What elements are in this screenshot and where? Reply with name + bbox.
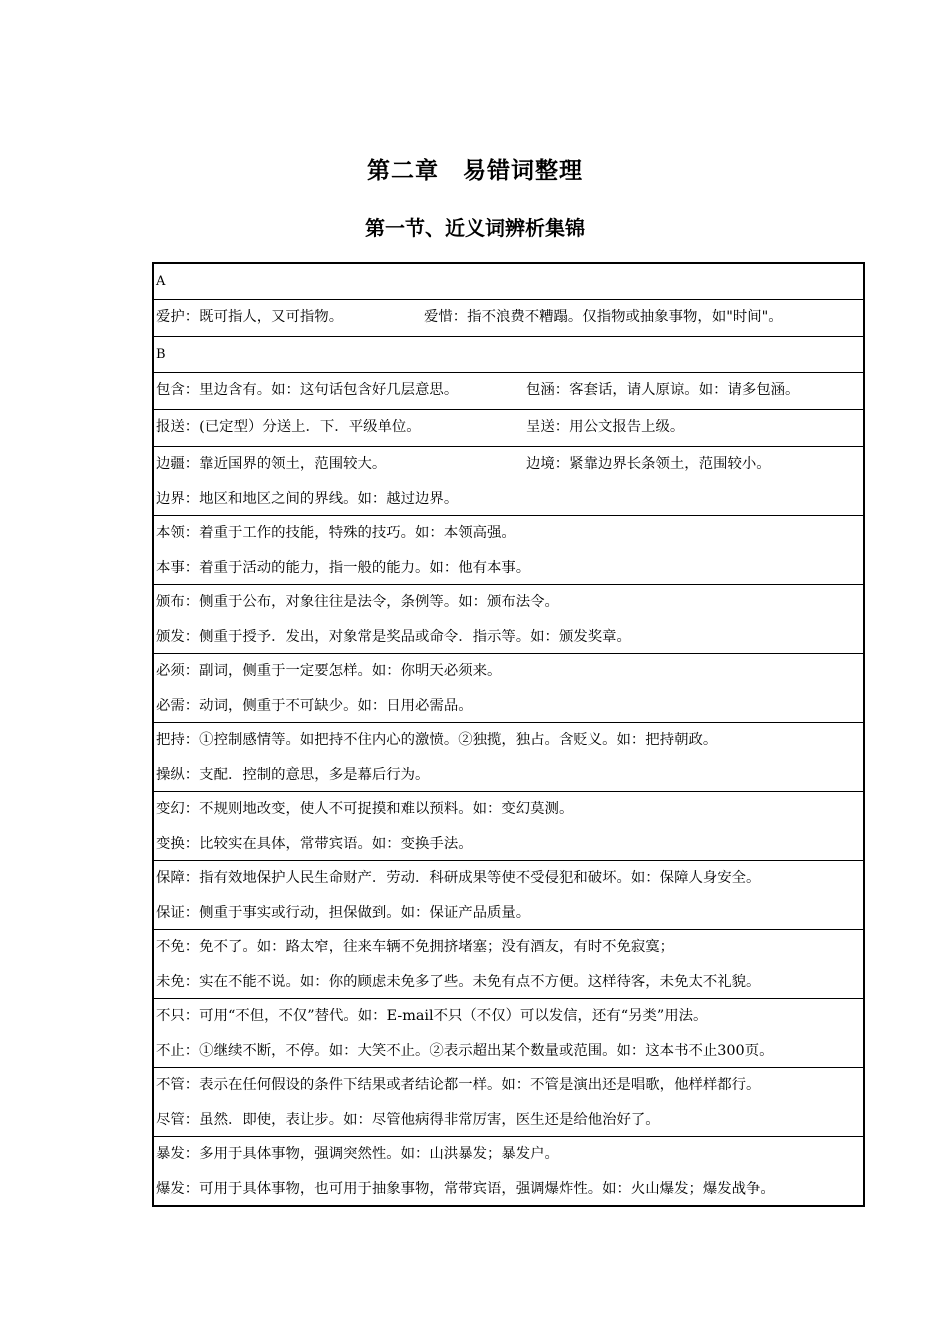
entry-left: 包含：里边含有。如：这句话包含好几层意思。: [156, 382, 459, 398]
entry-cell: [153, 1137, 864, 1207]
entry-line: 操纵：支配．控制的意思，多是幕后行为。: [156, 767, 430, 783]
entry-cell: [153, 861, 864, 930]
group-header-b: [153, 337, 864, 373]
table-row: [153, 723, 864, 792]
entry-line: 本事：着重于活动的能力，指一般的能力。如：他有本事。: [156, 560, 531, 576]
table-row: [153, 410, 864, 447]
entry-cell: [153, 654, 864, 723]
table-row: [153, 1137, 864, 1207]
table-row: [153, 1068, 864, 1137]
group-letter: B: [156, 347, 166, 362]
table-row: [153, 447, 864, 516]
entry-line: 不只：可用“不但，不仅”替代。如：E-mail不只（不仅）可以发信，还有“另类”用法。: [156, 1008, 708, 1024]
entry-right: 呈送：用公文报告上级。: [526, 419, 685, 435]
entry-line: 不管：表示在任何假设的条件下结果或者结论都一样。如：不管是演出还是唱歌，他样样都行。: [156, 1077, 761, 1093]
table-row: [153, 999, 864, 1068]
entry-left: 爱护：既可指人，又可指物。: [156, 309, 344, 325]
entry-cell: [153, 723, 864, 792]
entry-line: 颁布：侧重于公布，对象往往是法令，条例等。如：颁布法令。: [156, 594, 559, 610]
entry-cell: [153, 1068, 864, 1137]
entry-line: 不免：免不了。如：路太窄，往来车辆不免拥挤堵塞；没有酒友，有时不免寂寞；: [156, 939, 675, 955]
entry-line: 颁发：侧重于授予．发出，对象常是奖品或命令．指示等。如：颁发奖章。: [156, 629, 631, 645]
entry-cell: [153, 410, 864, 447]
table-row: [153, 792, 864, 861]
entry-right: 边境：紧靠边界长条领土，范围较小。: [526, 456, 771, 472]
section-title: 第一节、近义词辨析集锦: [365, 216, 585, 240]
entry-line: 不止：①继续不断，不停。如：大笑不止。②表示超出某个数量或范围。如：这本书不止300页。: [156, 1043, 774, 1059]
entry-line: 保障：指有效地保护人民生命财产．劳动．科研成果等使不受侵犯和破坏。如：保障人身安全。: [156, 870, 761, 886]
entry-line: 边界：地区和地区之间的界线。如：越过边界。: [156, 491, 459, 507]
table-row: [153, 861, 864, 930]
entry-left: 边疆：靠近国界的领土，范围较大。: [156, 456, 387, 472]
entry-cell: [153, 373, 864, 410]
table-row: [153, 585, 864, 654]
entry-line: 必需：动词，侧重于不可缺少。如：日用必需品。: [156, 698, 473, 714]
group-letter: A: [156, 274, 166, 289]
entry-cell: [153, 792, 864, 861]
entry-line: 未免：实在不能不说。如：你的顾虑未免多了些。未免有点不方便。这样待客，未免太不礼貌。: [156, 974, 761, 990]
vocabulary-table: [152, 262, 865, 1207]
chapter-title: 第二章 易错词整理: [367, 157, 583, 184]
table-row: [153, 263, 864, 300]
entry-right: 爱惜：指不浪费不糟蹋。仅指物或抽象事物，如"时间"。: [424, 309, 783, 325]
entry-line: 保证：侧重于事实或行动，担保做到。如：保证产品质量。: [156, 905, 531, 921]
entry-cell: [153, 447, 864, 516]
group-header-a: [153, 263, 864, 300]
entry-cell: [153, 930, 864, 999]
entry-cell: [153, 300, 864, 337]
entry-cell: [153, 999, 864, 1068]
entry-left: 报送：(已定型）分送上．下．平级单位。: [156, 419, 421, 435]
entry-line: 爆发：可用于具体事物，也可用于抽象事物，常带宾语，强调爆炸性。如：火山爆发；爆发战争。: [156, 1181, 775, 1197]
entry-line: 暴发：多用于具体事物，强调突然性。如：山洪暴发；暴发户。: [156, 1146, 559, 1162]
entry-cell: [153, 516, 864, 585]
entry-line: 本领：着重于工作的技能，特殊的技巧。如：本领高强。: [156, 525, 516, 541]
entry-cell: [153, 585, 864, 654]
table-row: [153, 654, 864, 723]
entry-line: 尽管：虽然．即使，表让步。如：尽管他病得非常厉害，医生还是给他治好了。: [156, 1112, 660, 1128]
table-row: [153, 930, 864, 999]
entry-right: 包涵：客套话，请人原谅。如：请多包涵。: [526, 382, 800, 398]
entry-line: 变换：比较实在具体，常带宾语。如：变换手法。: [156, 836, 473, 852]
entry-line: 必须：副词，侧重于一定要怎样。如：你明天必须来。: [156, 663, 502, 679]
table-row: [153, 337, 864, 373]
table-row: [153, 300, 864, 337]
table-row: [153, 516, 864, 585]
entry-line: 变幻：不规则地改变，使人不可捉摸和难以预料。如：变幻莫测。: [156, 801, 574, 817]
entry-line: 把持：①控制感情等。如把持不住内心的激愤。②独揽，独占。含贬义。如：把持朝政。: [156, 732, 718, 748]
table-row: [153, 373, 864, 410]
